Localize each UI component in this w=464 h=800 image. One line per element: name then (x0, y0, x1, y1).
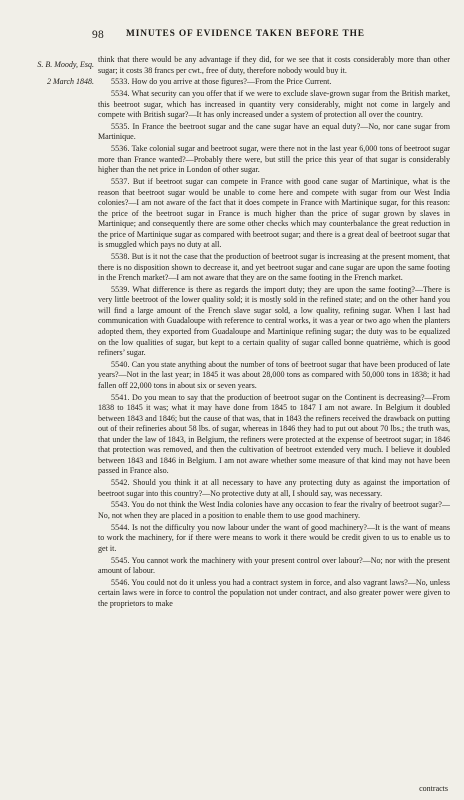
question-text: In France the beetroot sugar and the cane sugar have an equal duty?—No, nor cane sugar from Martinique. (98, 121, 450, 142)
question-paragraph (98, 89, 450, 121)
running-title: MINUTES OF EVIDENCE TAKEN BEFORE THE (126, 29, 365, 39)
question-number: 5545. (111, 555, 130, 565)
body-text (98, 55, 450, 793)
question-paragraph (98, 285, 450, 359)
question-text: Should you think it at all necessary to have any protecting duty as against the importation of beetroot sugar into this country?—No protective duty at all, I should say, was necessary. (98, 478, 450, 498)
question-number: 5536. (111, 144, 130, 154)
question-text: But is it not the case that the production of beetroot sugar is increasing at the present moment, that there is no disposition shown to decrease it, and yet beetroot sugar and cane sugar are upon the same footing in the French market?—I am not aware that they are on the same footing in the French market. (98, 251, 450, 283)
question-number: 5539. (111, 284, 130, 294)
question-text: What difference is there as regards the import duty; they are upon the same footing?—There is very little beetroot of the lower quality sold; it is mostly sold in the refined state; and on the other hand you will find a large amount of the French slave sugar sold, a low quality, refining sugar. When I last had communication with Guadaloupe with reference to central works, it was a year or two ago when the planters adopted them, they exported from Guadaloupe and Martinique refining sugar; the duty was to be equalized on the low qualities of sugar, but kept to a certain quality of sugar called bonne quatrième, which is good refiners’ sugar. (98, 284, 450, 358)
question-number: 5534. (111, 89, 130, 99)
question-number: 5538. (111, 251, 130, 261)
question-paragraph (98, 578, 450, 610)
margin-notes (10, 59, 94, 87)
question-paragraph (98, 144, 450, 176)
question-text: Is not the difficulty you now labour under the want of good machinery?—It is the want of means to work the machinery, for if there were means to work it there would be credit given to us to enable us to get it. (98, 522, 450, 553)
question-paragraph (98, 122, 450, 143)
question-paragraph (98, 77, 450, 88)
question-text: Can you state anything about the number of tons of beetroot sugar that have been produced of late years?—Not in the last year; in 1845 it was about 28,000 tons as compared with 50,000 tons in 1838; it had fallen off 22,000 tons in about six or seven years. (98, 359, 450, 390)
opening-paragraph: think that there would be any advantage if they did, for we see that it costs considerably more than other sugar; it costs 38 francs per cwt., free of duty, therefore nobody would buy it. (98, 55, 450, 75)
question-paragraph (98, 500, 450, 521)
question-number: 5541. (111, 392, 130, 402)
question-number: 5542. (111, 478, 130, 488)
question-list (98, 77, 450, 609)
margin-date: 2 March 1848. (46, 77, 94, 86)
page-header (0, 29, 464, 43)
question-paragraph (98, 478, 450, 499)
question-text: Take colonial sugar and beetroot sugar, were there not in the last year 6,000 tons of beetroot sugar more than France wanted?—Probably there were, but still the price this year of that sugar is considerably higher than the net price in London of other sugar. (98, 144, 450, 175)
question-paragraph (98, 556, 450, 577)
question-text: Do you mean to say that the production of beetroot sugar on the Continent is decreasing?—From 1838 to 1845 it was; what it may have done from 1845 to 1847 I am not aware. In Belgium it doubled between 1843 and 1846; but the cause of that was, that in 1843 the refiners received the drawback on putting out of their refineries about 58 lbs. of sugar, whereas in 1846 they had to put out about 70 lbs.; the truth was, that under the law of 1843, in Belgium, the refiners were protected at the expense of beetroot sugar; in 1846 that protection was removed, and then the cultivation of beetroot extended very much. I believe it doubled between 1843 and 1846 in Belgium. I am not aware whether some measure of that kind may not have been passed in France also. (98, 392, 450, 476)
margin-witness-name: S. B. Moody, Esq. (37, 60, 94, 69)
question-number: 5535. (111, 121, 130, 131)
catchword: contracts (419, 784, 448, 793)
question-text: How do you arrive at those figures?—From the Price Current. (131, 77, 332, 87)
question-text: But if beetroot sugar can compete in France with good cane sugar of Martinique, what is the reason that beetroot sugar would be unable to come here and compete with sugar from our West India colonies?—I am not aware of the fact that it does compete in France with Martinique sugar, for this reason: the price of the beetroot sugar in France is much higher than the price of sugar grown by slaves in Martinique; and consequently there are some other checks which may counterbalance the great reduction in the price of Martinique sugar as compared with beetroot sugar; and there is a great deal of beetroot sugar that is smuggled which pays no duty at all. (98, 176, 450, 250)
question-paragraph (98, 252, 450, 284)
question-number: 5540. (111, 359, 130, 369)
question-text: You cannot work the machinery with your present control over labour?—No; nor with the present amount of labour. (98, 555, 450, 576)
question-number: 5546. (111, 577, 130, 587)
question-number: 5537. (111, 176, 130, 186)
question-paragraph (98, 393, 450, 477)
question-paragraph (98, 177, 450, 251)
question-number: 5544. (111, 522, 130, 532)
question-text: You could not do it unless you had a contract system in force, and also vagrant laws?—No, unless certain laws were in force to control the population not under contract, and also greater power were given to the proprietors to make (98, 577, 450, 608)
question-number: 5543. (111, 500, 130, 510)
question-paragraph (98, 523, 450, 555)
page-number: 98 (92, 29, 105, 41)
question-paragraph (98, 360, 450, 392)
question-text: What security can you offer that if we were to exclude slave-grown sugar from the British market, this beetroot sugar, which has increased in quantity very considerably, might not come in largely and compete with British sugar?—It has only increased under a system of protection all over the country. (98, 89, 450, 120)
question-number: 5533. (111, 77, 130, 87)
question-text: You do not think the West India colonies have any occasion to fear the rivalry of beetroot sugar?—No, not when they are placed in a position to enable them to use good machinery. (98, 500, 450, 521)
